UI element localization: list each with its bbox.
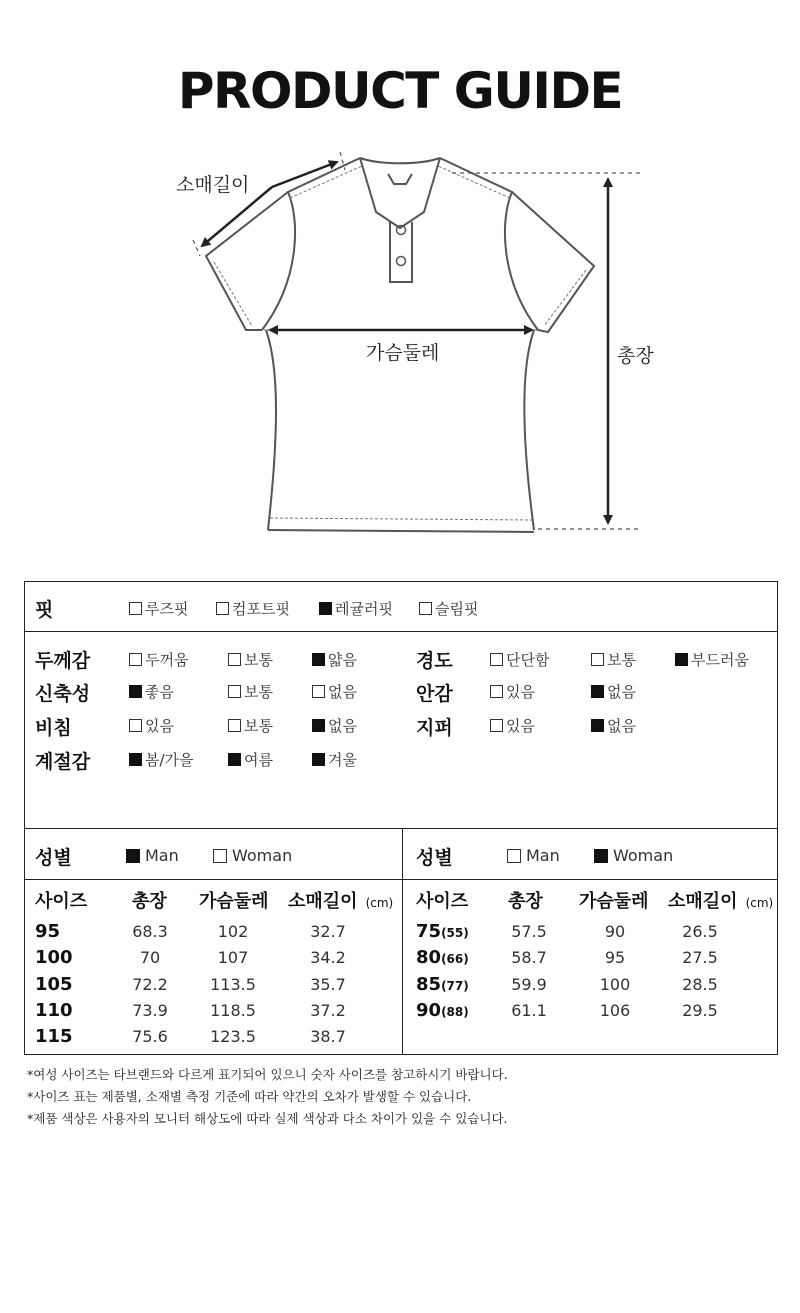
- attr-option: 부드러움: [675, 649, 749, 670]
- checkbox: [490, 719, 503, 732]
- attr-option: 봄/가을: [129, 749, 194, 770]
- checkbox: [591, 653, 604, 666]
- footnotes: [27, 1064, 508, 1130]
- col-header-sleeve: 소매길이 (cm): [668, 891, 774, 912]
- size-cell: 90(88): [416, 1000, 469, 1021]
- checkbox-checked: [126, 849, 140, 863]
- chest-cell: 113.5: [210, 975, 256, 994]
- checkbox-checked: [591, 719, 604, 732]
- footnote: *사이즈 표는 제품별, 소재별 측정 기준에 따라 약간의 오차가 발생할 수 있습니다.: [27, 1089, 472, 1104]
- gender-option: Woman: [213, 846, 292, 865]
- length-cell: 72.2: [132, 975, 168, 994]
- size-cell: 100: [35, 947, 73, 968]
- checkbox-checked: [228, 753, 241, 766]
- gender-option: Woman: [594, 846, 673, 865]
- checkbox-checked: [129, 685, 142, 698]
- divider: [25, 631, 777, 632]
- checkbox: [216, 602, 229, 615]
- col-header-length: 총장: [508, 891, 543, 912]
- chest-cell: 123.5: [210, 1027, 256, 1046]
- attr-option: 보통: [228, 715, 273, 736]
- attr-option: 여름: [228, 749, 273, 770]
- checkbox: [312, 685, 325, 698]
- attr-option: 두꺼움: [129, 649, 188, 670]
- checkbox: [419, 602, 432, 615]
- col-header-sleeve: 소매길이 (cm): [288, 891, 394, 912]
- size-cell: 105: [35, 974, 73, 995]
- chest-cell: 102: [217, 922, 249, 941]
- checkbox: [228, 653, 241, 666]
- divider: [402, 828, 403, 1054]
- chest-cell: 106: [599, 1001, 631, 1020]
- col-header-chest: 가슴둘레: [579, 891, 649, 912]
- sleeve-cell: 37.2: [310, 1001, 346, 1020]
- attr-label-thickness: 두께감: [35, 650, 91, 672]
- attr-option: 얇음: [312, 649, 357, 670]
- divider: [25, 879, 777, 880]
- checkbox-checked: [675, 653, 688, 666]
- sleeve-cell: 28.5: [682, 975, 718, 994]
- attr-option: 보통: [228, 681, 273, 702]
- length-cell: 70: [139, 948, 161, 967]
- attr-label-zipper: 지퍼: [416, 717, 453, 739]
- divider: [25, 828, 777, 829]
- checkbox: [129, 653, 142, 666]
- length-label: 총장: [617, 345, 654, 367]
- checkbox: [228, 685, 241, 698]
- col-header-size: 사이즈: [35, 891, 88, 912]
- size-cell: 110: [35, 1000, 73, 1021]
- attr-option: 좋음: [129, 681, 174, 702]
- gender-label-men: 성별: [35, 847, 72, 869]
- attr-label-stretch: 신축성: [35, 683, 91, 705]
- checkbox-checked: [312, 753, 325, 766]
- sleeve-cell: 29.5: [682, 1001, 718, 1020]
- sleeve-cell: 35.7: [310, 975, 346, 994]
- attr-option: 없음: [312, 681, 357, 702]
- checkbox: [490, 685, 503, 698]
- size-cell: 95: [35, 921, 61, 942]
- footnote: *제품 색상은 사용자의 모니터 해상도에 따라 실제 색상과 다소 차이가 있을 수 있습니다.: [27, 1111, 508, 1126]
- chest-cell: 107: [217, 948, 249, 967]
- checkbox-checked: [594, 849, 608, 863]
- length-cell: 59.9: [511, 975, 547, 994]
- garment-diagram: [0, 140, 800, 550]
- checkbox: [228, 719, 241, 732]
- length-cell: 68.3: [132, 922, 168, 941]
- attr-option: 없음: [591, 681, 636, 702]
- attr-label-season: 계절감: [35, 751, 91, 773]
- length-cell: 73.9: [132, 1001, 168, 1020]
- chest-label: 가슴둘레: [366, 342, 440, 364]
- size-cell: 85(77): [416, 974, 469, 995]
- col-header-size: 사이즈: [416, 891, 469, 912]
- sleeve-length-label: 소매길이: [176, 174, 250, 196]
- fit-option: 슬림핏: [419, 598, 478, 619]
- product-info-table: [24, 581, 778, 1055]
- length-cell: 58.7: [511, 948, 547, 967]
- size-cell: 115: [35, 1026, 73, 1047]
- checkbox-checked: [129, 753, 142, 766]
- attr-label-lining: 안감: [416, 683, 453, 705]
- sleeve-cell: 27.5: [682, 948, 718, 967]
- attr-option: 있음: [490, 715, 535, 736]
- attr-option: 있음: [490, 681, 535, 702]
- length-cell: 61.1: [511, 1001, 547, 1020]
- gender-label-women: 성별: [416, 847, 453, 869]
- attr-option: 보통: [228, 649, 273, 670]
- attr-option: 보통: [591, 649, 636, 670]
- checkbox: [213, 849, 227, 863]
- checkbox: [507, 849, 521, 863]
- chest-cell: 95: [604, 948, 626, 967]
- chest-cell: 100: [599, 975, 631, 994]
- length-cell: 57.5: [511, 922, 547, 941]
- sleeve-cell: 34.2: [310, 948, 346, 967]
- sleeve-cell: 26.5: [682, 922, 718, 941]
- attr-option: 없음: [591, 715, 636, 736]
- checkbox-checked: [312, 719, 325, 732]
- attr-option: 있음: [129, 715, 174, 736]
- checkbox: [490, 653, 503, 666]
- page-title: PRODUCT GUIDE: [177, 62, 623, 120]
- length-cell: 75.6: [132, 1027, 168, 1046]
- checkbox: [129, 602, 142, 615]
- fit-option: 루즈핏: [129, 598, 188, 619]
- checkbox: [129, 719, 142, 732]
- fit-option: 레귤러핏: [319, 598, 393, 619]
- sleeve-cell: 32.7: [310, 922, 346, 941]
- chest-cell: 90: [604, 922, 626, 941]
- size-cell: 80(66): [416, 947, 469, 968]
- checkbox-checked: [591, 685, 604, 698]
- sleeve-cell: 38.7: [310, 1027, 346, 1046]
- footnote: *여성 사이즈는 타브랜드와 다르게 표기되어 있으니 숫자 사이즈를 참고하시기 바랍니다.: [27, 1067, 508, 1082]
- size-cell: 75(55): [416, 921, 469, 942]
- fit-label: 핏: [35, 599, 54, 621]
- attr-option: 단단함: [490, 649, 549, 670]
- checkbox-checked: [312, 653, 325, 666]
- gender-option: Man: [126, 846, 179, 865]
- attr-label-firmness: 경도: [416, 650, 453, 672]
- checkbox-checked: [319, 602, 332, 615]
- gender-option: Man: [507, 846, 560, 865]
- attr-label-sheerness: 비침: [35, 717, 72, 739]
- attr-option: 겨울: [312, 749, 357, 770]
- col-header-length: 총장: [132, 891, 167, 912]
- attr-option: 없음: [312, 715, 357, 736]
- col-header-chest: 가슴둘레: [199, 891, 269, 912]
- chest-cell: 118.5: [210, 1001, 256, 1020]
- fit-option: 컴포트핏: [216, 598, 290, 619]
